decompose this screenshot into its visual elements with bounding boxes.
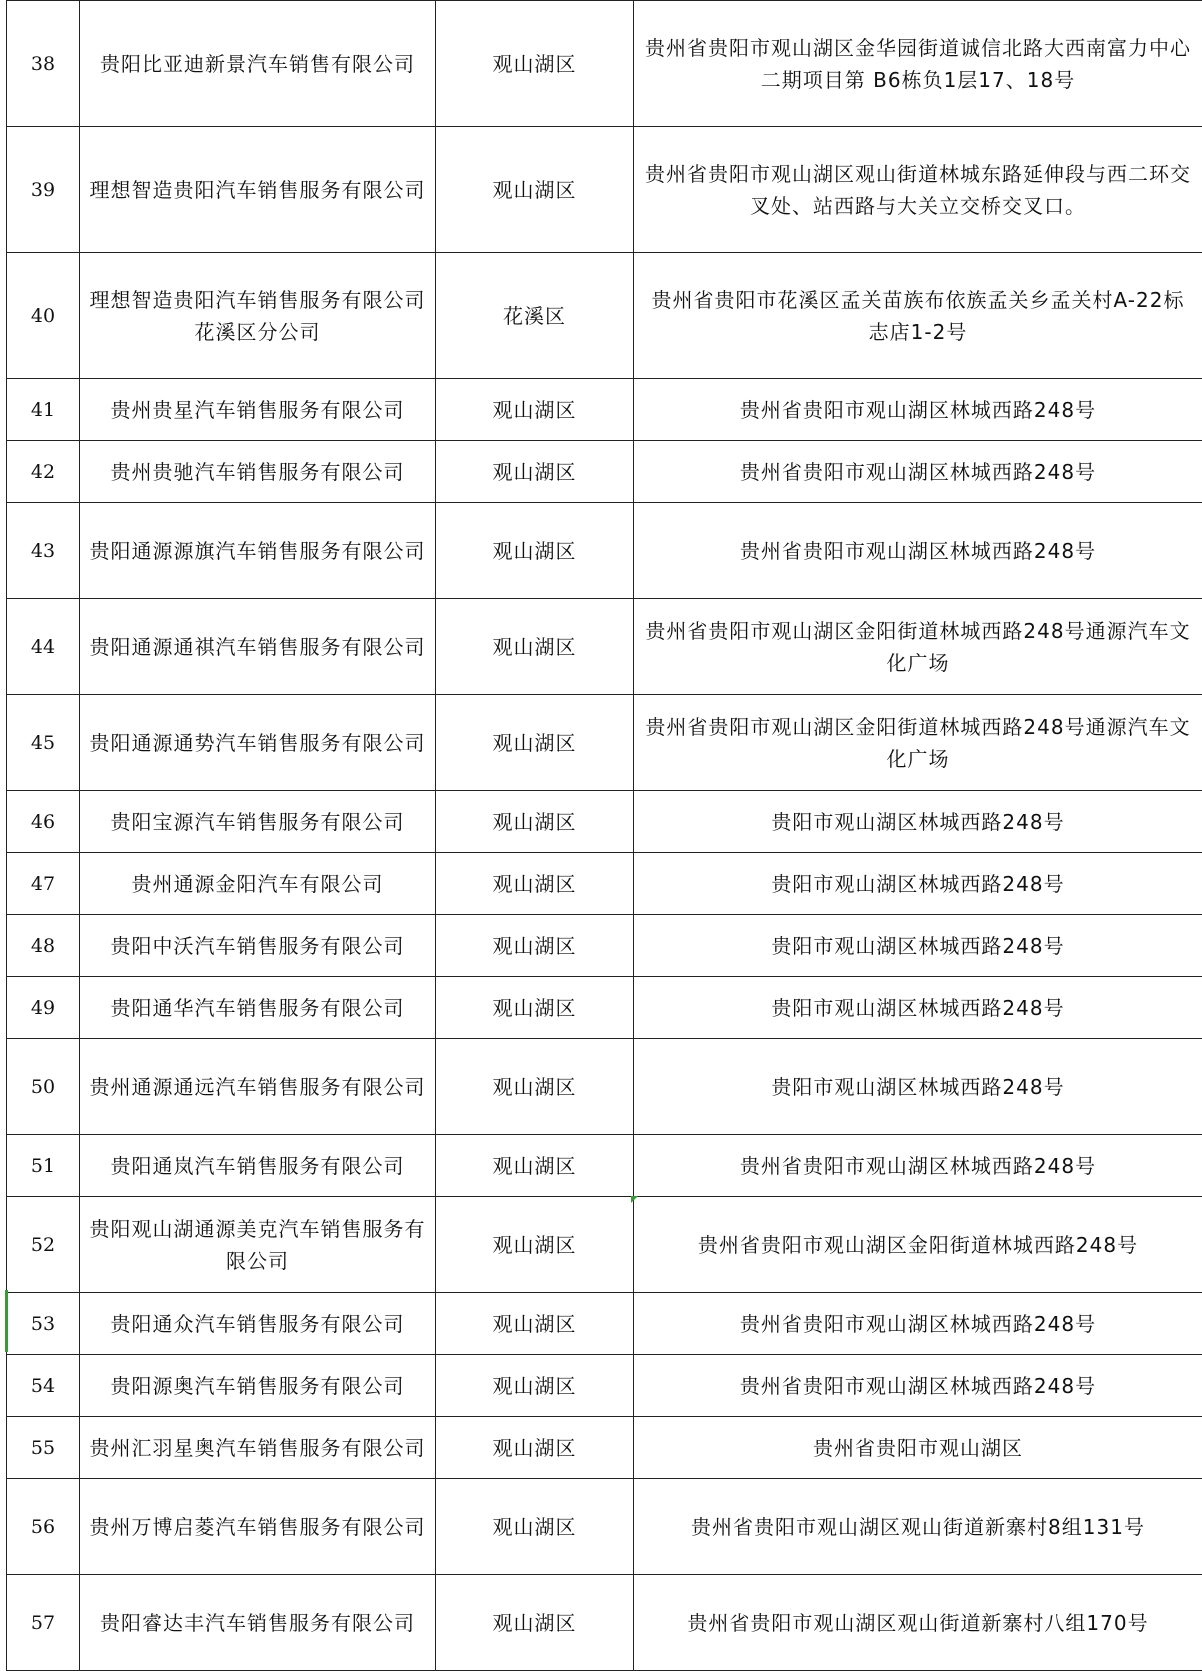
company-name: 贵州通源金阳汽车有限公司	[80, 853, 436, 915]
table-row	[7, 503, 1202, 599]
address: 贵州省贵阳市观山湖区林城西路248号	[634, 379, 1202, 441]
row-number: 50	[7, 1039, 80, 1135]
address: 贵阳市观山湖区林城西路248号	[634, 853, 1202, 915]
district: 观山湖区	[436, 977, 634, 1039]
row-number: 39	[7, 127, 80, 253]
company-name: 贵阳通源源旗汽车销售服务有限公司	[80, 503, 436, 599]
company-name: 贵州汇羽星奥汽车销售服务有限公司	[80, 1417, 436, 1479]
table-row	[7, 1355, 1202, 1417]
address: 贵阳市观山湖区林城西路248号	[634, 1039, 1202, 1135]
district: 观山湖区	[436, 695, 634, 791]
row-number: 51	[7, 1135, 80, 1197]
address: 贵州省贵阳市观山湖区林城西路248号	[634, 503, 1202, 599]
row-number: 52	[7, 1197, 80, 1293]
address: 贵阳市观山湖区林城西路248号	[634, 977, 1202, 1039]
row-number: 53	[7, 1293, 80, 1355]
table-row	[7, 915, 1202, 977]
address: 贵州省贵阳市观山湖区林城西路248号	[634, 1355, 1202, 1417]
row-number: 49	[7, 977, 80, 1039]
district: 观山湖区	[436, 1355, 634, 1417]
table-row	[7, 1197, 1202, 1293]
company-name: 理想智造贵阳汽车销售服务有限公司花溪区分公司	[80, 253, 436, 379]
company-name: 理想智造贵阳汽车销售服务有限公司	[80, 127, 436, 253]
cell-error-indicator	[631, 1196, 638, 1203]
table-row	[7, 441, 1202, 503]
dealer-table-body	[7, 1, 1202, 1671]
company-name: 贵阳通源通祺汽车销售服务有限公司	[80, 599, 436, 695]
address: 贵州省贵阳市观山湖区金华园街道诚信北路大西南富力中心二期项目第 B6栋负1层17、18号	[634, 1, 1202, 127]
row-number: 57	[7, 1575, 80, 1671]
table-row	[7, 977, 1202, 1039]
company-name: 贵阳通岚汽车销售服务有限公司	[80, 1135, 436, 1197]
table-row	[7, 127, 1202, 253]
company-name: 贵州万博启菱汽车销售服务有限公司	[80, 1479, 436, 1575]
address: 贵州省贵阳市观山湖区观山街道新寨村8组131号	[634, 1479, 1202, 1575]
company-name: 贵阳通源通势汽车销售服务有限公司	[80, 695, 436, 791]
table-row	[7, 695, 1202, 791]
row-number: 54	[7, 1355, 80, 1417]
district: 观山湖区	[436, 915, 634, 977]
dealer-table	[6, 0, 1202, 1671]
table-row	[7, 379, 1202, 441]
address: 贵州省贵阳市观山湖区金阳街道林城西路248号	[634, 1197, 1202, 1293]
address: 贵州省贵阳市观山湖区林城西路248号	[634, 1293, 1202, 1355]
company-name: 贵阳睿达丰汽车销售服务有限公司	[80, 1575, 436, 1671]
district: 观山湖区	[436, 503, 634, 599]
row-number: 42	[7, 441, 80, 503]
address: 贵州省贵阳市观山湖区观山街道林城东路延伸段与西二环交叉处、站西路与大关立交桥交叉口。	[634, 127, 1202, 253]
address: 贵州省贵阳市花溪区孟关苗族布依族孟关乡孟关村A-22标志店1-2号	[634, 253, 1202, 379]
table-row	[7, 1039, 1202, 1135]
address: 贵州省贵阳市观山湖区金阳街道林城西路248号通源汽车文化广场	[634, 599, 1202, 695]
district: 观山湖区	[436, 1293, 634, 1355]
table-row	[7, 1575, 1202, 1671]
company-name: 贵阳比亚迪新景汽车销售有限公司	[80, 1, 436, 127]
company-name: 贵州通源通远汽车销售服务有限公司	[80, 1039, 436, 1135]
company-name: 贵阳通华汽车销售服务有限公司	[80, 977, 436, 1039]
row-number: 43	[7, 503, 80, 599]
row-number: 40	[7, 253, 80, 379]
company-name: 贵阳宝源汽车销售服务有限公司	[80, 791, 436, 853]
company-name: 贵阳观山湖通源美克汽车销售服务有限公司	[80, 1197, 436, 1293]
address: 贵州省贵阳市观山湖区	[634, 1417, 1202, 1479]
row-number: 45	[7, 695, 80, 791]
district: 观山湖区	[436, 1135, 634, 1197]
address: 贵州省贵阳市观山湖区金阳街道林城西路248号通源汽车文化广场	[634, 695, 1202, 791]
row-number: 55	[7, 1417, 80, 1479]
row-number: 46	[7, 791, 80, 853]
row-number: 56	[7, 1479, 80, 1575]
company-name: 贵阳通众汽车销售服务有限公司	[80, 1293, 436, 1355]
company-name: 贵州贵驰汽车销售服务有限公司	[80, 441, 436, 503]
table-row	[7, 253, 1202, 379]
table-row	[7, 1417, 1202, 1479]
table-row	[7, 1479, 1202, 1575]
address: 贵州省贵阳市观山湖区林城西路248号	[634, 1135, 1202, 1197]
address: 贵州省贵阳市观山湖区林城西路248号	[634, 441, 1202, 503]
table-row	[7, 599, 1202, 695]
district: 观山湖区	[436, 1, 634, 127]
company-name: 贵州贵星汽车销售服务有限公司	[80, 379, 436, 441]
district: 观山湖区	[436, 379, 634, 441]
selection-marker	[5, 1290, 8, 1352]
table-row	[7, 791, 1202, 853]
district: 观山湖区	[436, 441, 634, 503]
district: 观山湖区	[436, 127, 634, 253]
district: 观山湖区	[436, 1039, 634, 1135]
row-number: 47	[7, 853, 80, 915]
district: 观山湖区	[436, 599, 634, 695]
address: 贵阳市观山湖区林城西路248号	[634, 791, 1202, 853]
row-number: 44	[7, 599, 80, 695]
district: 花溪区	[436, 253, 634, 379]
row-number: 41	[7, 379, 80, 441]
table-row	[7, 1135, 1202, 1197]
district: 观山湖区	[436, 1479, 634, 1575]
district: 观山湖区	[436, 791, 634, 853]
district: 观山湖区	[436, 1197, 634, 1293]
table-row	[7, 853, 1202, 915]
company-name: 贵阳中沃汽车销售服务有限公司	[80, 915, 436, 977]
address: 贵阳市观山湖区林城西路248号	[634, 915, 1202, 977]
row-number: 48	[7, 915, 80, 977]
district: 观山湖区	[436, 853, 634, 915]
district: 观山湖区	[436, 1417, 634, 1479]
row-number: 38	[7, 1, 80, 127]
company-name: 贵阳源奥汽车销售服务有限公司	[80, 1355, 436, 1417]
address: 贵州省贵阳市观山湖区观山街道新寨村八组170号	[634, 1575, 1202, 1671]
table-row	[7, 1, 1202, 127]
district: 观山湖区	[436, 1575, 634, 1671]
table-row	[7, 1293, 1202, 1355]
